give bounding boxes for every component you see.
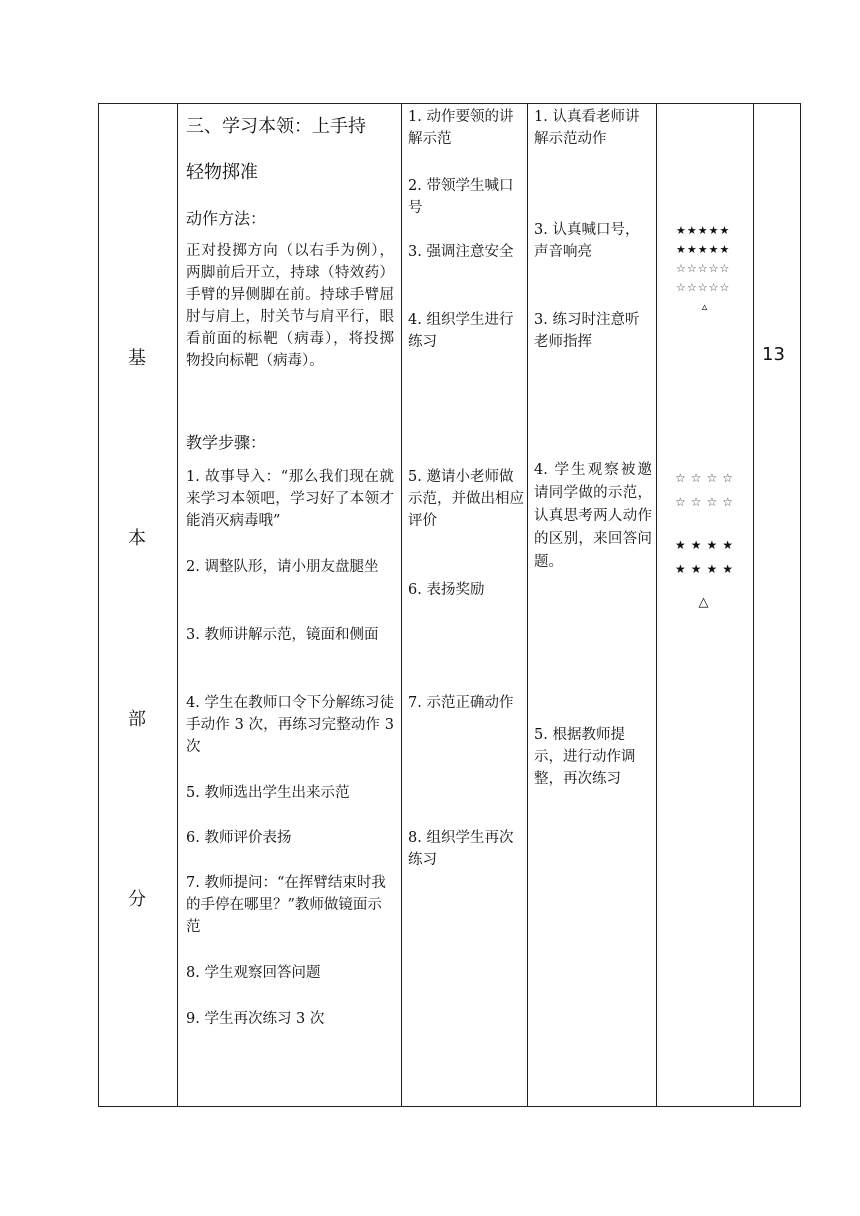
teacher-marker: ▵ <box>701 300 709 313</box>
step-item: 4. 学生在教师口令下分解练习徒手动作 3 次，再练习完整动作 3 次 <box>186 695 394 755</box>
step-item: 7. 教师提问：“在挥臂结束时我的手停在哪里？”教师做镜面示范 <box>186 875 386 935</box>
content-title-line1: 三、学习本领：上手持 <box>186 116 366 137</box>
formation-row: ★★★★ <box>675 562 739 576</box>
lesson-plan-table <box>98 103 801 1107</box>
teacher-marker: △ <box>698 595 714 610</box>
teacher-item: 1. 动作要领的讲解示范 <box>408 109 514 147</box>
formation-row: ☆☆☆☆ <box>675 471 739 485</box>
section-label-cell <box>99 104 177 1106</box>
student-item: 3. 练习时注意听老师指挥 <box>534 312 640 350</box>
teacher-item: 2. 带领学生喊口号 <box>408 178 514 216</box>
method-text: 正对投掷方向（以右手为例），两脚前后开立，持球（特效药）手臂的异侧脚在前。持球手臂屈肘与肩上，肘关节与肩平行，眼看前面的标靶（病毒），将投掷物投向标靶（病毒）。 <box>186 243 394 369</box>
teacher-item: 8. 组织学生再次练习 <box>408 830 514 868</box>
step-item: 2. 调整队形，请小朋友盘腿坐 <box>186 559 379 575</box>
student-item: 5. 根据教师提示，进行动作调整，再次练习 <box>534 727 636 787</box>
section-char: 分 <box>128 889 146 910</box>
formation-row: ★★★★★ <box>676 224 731 237</box>
formation-block-1 <box>676 221 746 316</box>
time-value: 13 <box>762 344 785 365</box>
section-char: 本 <box>128 528 146 549</box>
teacher-item: 4. 组织学生进行练习 <box>408 312 514 350</box>
steps-heading: 教学步骤： <box>186 433 267 452</box>
student-item: 3. 认真喊口号，声音响亮 <box>534 222 640 260</box>
formation-row: ☆☆☆☆☆ <box>676 281 731 294</box>
teacher-activity-cell <box>402 104 527 1106</box>
student-item: 1. 认真看老师讲解示范动作 <box>534 109 640 147</box>
formation-row: ★★★★★ <box>676 243 731 256</box>
teacher-item: 7. 示范正确动作 <box>408 695 514 711</box>
formation-row: ★★★★ <box>675 538 739 552</box>
formation-cell <box>657 104 753 1106</box>
teacher-item: 6. 表扬奖励 <box>408 582 485 598</box>
content-cell <box>178 104 401 1106</box>
formation-row: ☆☆☆☆ <box>675 495 739 509</box>
time-cell <box>754 104 801 1106</box>
student-item: 4. 学生观察被邀请同学做的示范，认真思考两人动作的区别，来回答问题。 <box>534 462 652 570</box>
section-char: 基 <box>128 348 146 369</box>
method-heading: 动作方法： <box>186 209 267 228</box>
step-item: 6. 教师评价表扬 <box>186 830 292 846</box>
step-item: 3. 教师讲解示范，镜面和侧面 <box>186 627 379 643</box>
student-activity-cell <box>528 104 656 1106</box>
step-item: 9. 学生再次练习 3 次 <box>186 1011 325 1027</box>
formation-row: ☆☆☆☆☆ <box>676 262 731 275</box>
step-item: 5. 教师选出学生出来示范 <box>186 785 350 801</box>
content-title-line2: 轻物掷准 <box>186 162 258 183</box>
step-item: 8. 学生观察回答问题 <box>186 965 321 981</box>
teacher-item: 5. 邀请小老师做示范，并做出相应评价 <box>408 469 524 529</box>
section-char: 部 <box>128 709 146 730</box>
step-item: 1. 故事导入：“那么我们现在就来学习本领吧，学习好了本领才能消灭病毒哦” <box>186 469 394 529</box>
teacher-item: 3. 强调注意安全 <box>408 244 514 260</box>
formation-block-2 <box>675 466 755 615</box>
